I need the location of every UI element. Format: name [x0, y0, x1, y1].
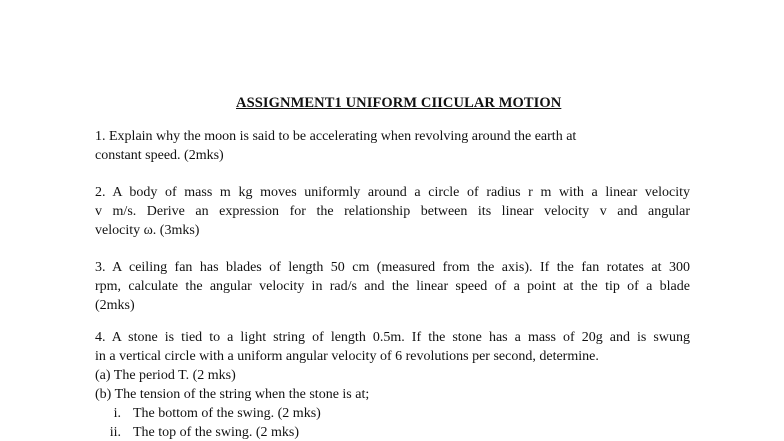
subpart-ii-text: The top of the swing. (2 mks)	[133, 425, 300, 440]
question-3	[95, 258, 690, 315]
question-3-line-2: rpm, calculate the angular velocity in rad/s and the linear speed of a point at the tip of a blade	[95, 279, 690, 294]
question-2-line-3: velocity ω. (3mks)	[95, 223, 200, 238]
question-3-line-3: (2mks)	[95, 298, 135, 313]
question-4-subpart-ii	[95, 423, 690, 441]
question-2-line-2: v m/s. Derive an expression for the relationship between its linear velocity v and angular	[95, 204, 690, 219]
question-4-subpart-i	[95, 404, 690, 423]
question-2	[95, 183, 690, 240]
question-2-line-1: 2. A body of mass m kg moves uniformly around a circle of radius r m with a linear velocity	[95, 185, 690, 200]
assignment-title: ASSIGNMENT1 UNIFORM CIICULAR MOTION	[236, 95, 562, 111]
subpart-ii-number: ii.	[109, 425, 121, 440]
question-4-line-2: in a vertical circle with a uniform angular velocity of 6 revolutions per second, determine.	[95, 349, 599, 364]
question-1-line-1: 1. Explain why the moon is said to be accelerating when revolving around the earth at	[95, 129, 577, 144]
subpart-i-number: i.	[113, 406, 121, 421]
subpart-i-text: The bottom of the swing. (2 mks)	[133, 406, 321, 421]
question-1	[95, 127, 690, 165]
question-4-part-b: (b) The tension of the string when the stone is at;	[95, 387, 370, 402]
question-3-line-1: 3. A ceiling fan has blades of length 50 cm (measured from the axis). If the fan rotates at 300	[95, 260, 690, 275]
question-1-line-2: constant speed. (2mks)	[95, 148, 224, 163]
question-4-part-a: (a) The period T. (2 mks)	[95, 368, 236, 383]
question-4-line-1: 4. A stone is tied to a light string of length 0.5m. If the stone has a mass of 20g and is swung	[95, 330, 690, 345]
question-4	[95, 328, 690, 441]
